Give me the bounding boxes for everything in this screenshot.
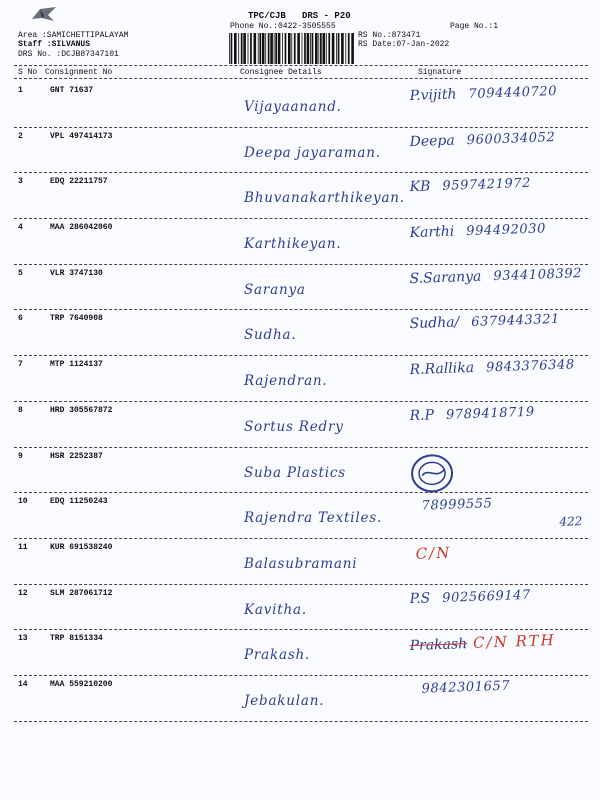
barcode-bar bbox=[336, 33, 337, 64]
barcode-bar bbox=[243, 33, 246, 64]
receiver-phone: 7094440720 bbox=[468, 83, 558, 103]
table-row bbox=[14, 356, 588, 402]
barcode-bar bbox=[285, 33, 287, 64]
table-row bbox=[14, 585, 588, 631]
area-label: Area :SAMICHETTIPALAYAM bbox=[18, 31, 129, 40]
serial-number: 10 bbox=[18, 497, 28, 507]
barcode-bar bbox=[294, 33, 296, 64]
receiver-phone-extra bbox=[410, 612, 588, 618]
receiver-phone: 9789418719 bbox=[445, 404, 535, 423]
signature: R.Rallika bbox=[409, 359, 475, 379]
consignment-number: SLM 287061712 bbox=[50, 588, 113, 598]
consignment-number: VLR 3747130 bbox=[50, 268, 103, 278]
barcode-bar bbox=[326, 33, 327, 64]
barcode-bar bbox=[241, 33, 243, 64]
receiver-phone-extra bbox=[410, 338, 588, 344]
consignment-number: EDQ 11250243 bbox=[50, 497, 108, 507]
consignee-name: Jebakulan. bbox=[244, 692, 325, 709]
serial-number: 9 bbox=[18, 451, 23, 461]
consignment-number: HSR 2252387 bbox=[50, 451, 103, 461]
barcode-bar bbox=[297, 33, 300, 64]
table-row bbox=[14, 493, 588, 539]
table-row bbox=[14, 219, 588, 265]
signature-area bbox=[409, 310, 588, 356]
serial-number: 5 bbox=[18, 268, 23, 278]
barcode-bar bbox=[312, 33, 314, 64]
signature-area bbox=[409, 82, 588, 128]
serial-number: 13 bbox=[18, 634, 28, 644]
receiver-phone: 9600334052 bbox=[466, 129, 556, 148]
signature-area bbox=[409, 676, 588, 722]
staff-label: Staff :SILVANUS bbox=[18, 40, 91, 49]
consignee-name: Balasubramani bbox=[244, 555, 358, 572]
table-row bbox=[14, 310, 588, 356]
consignee-name: Saranya bbox=[244, 281, 306, 298]
barcode-bar bbox=[323, 33, 326, 64]
signature-area bbox=[409, 219, 588, 265]
barcode-bar bbox=[341, 33, 344, 64]
column-header-consignee: Consignee Details bbox=[240, 68, 322, 77]
barcode-bar bbox=[265, 33, 266, 64]
barcode-bar bbox=[259, 33, 261, 64]
signature: Sudha/ bbox=[409, 314, 460, 333]
consignment-number: EDQ 22211757 bbox=[50, 177, 108, 187]
barcode-bar bbox=[332, 33, 335, 64]
column-header-signature: Signature bbox=[418, 68, 462, 77]
signature: S.Saranya bbox=[409, 268, 482, 287]
receiver-phone-extra bbox=[410, 384, 588, 390]
receiver-phone: 994492030 bbox=[465, 221, 547, 240]
signature-area bbox=[409, 402, 588, 448]
receiver-phone-extra bbox=[410, 703, 588, 709]
barcode-bar bbox=[345, 33, 346, 64]
column-header-consignment: Consignment No bbox=[45, 68, 113, 77]
receiver-phone-extra bbox=[410, 110, 588, 116]
document-title: TPC/CJB DRS - P20 bbox=[248, 11, 351, 21]
receiver-phone-extra bbox=[410, 568, 588, 574]
barcode-bar bbox=[258, 33, 259, 64]
barcode-bar bbox=[270, 33, 273, 64]
barcode-bar bbox=[250, 33, 252, 64]
signature: P.vijith bbox=[409, 86, 457, 105]
receiver-phone-extra bbox=[410, 659, 588, 665]
barcode-bar bbox=[268, 33, 270, 64]
column-header-sno: S No bbox=[18, 68, 38, 77]
barcode-bar bbox=[262, 33, 265, 64]
barcode-bar bbox=[275, 33, 277, 64]
barcode-bar bbox=[304, 33, 306, 64]
table-row bbox=[14, 128, 588, 174]
rs-number: RS No.:873471 bbox=[358, 31, 421, 40]
barcode-bar bbox=[302, 33, 303, 64]
barcode-bar bbox=[248, 33, 249, 64]
consignee-name: Vijayaanand. bbox=[244, 99, 342, 115]
receiver-phone-extra bbox=[410, 293, 588, 299]
serial-number: 2 bbox=[18, 131, 23, 141]
barcode-bar bbox=[338, 33, 340, 64]
barcode-bar bbox=[282, 33, 283, 64]
serial-number: 12 bbox=[18, 588, 28, 598]
table-row bbox=[14, 539, 588, 585]
barcode-bar bbox=[328, 33, 330, 64]
consignee-name: Sudha. bbox=[244, 327, 297, 344]
signature: Karthi bbox=[409, 223, 455, 242]
consignment-number: VPL 497414173 bbox=[50, 131, 113, 141]
consignee-name: Deepa jayaraman. bbox=[244, 144, 381, 161]
serial-number: 14 bbox=[18, 679, 28, 689]
receiver-phone: 9842301657 bbox=[421, 678, 511, 697]
signature-area bbox=[409, 447, 588, 493]
barcode-bar bbox=[348, 33, 350, 64]
signature-area bbox=[409, 630, 588, 676]
barcode-bar bbox=[318, 33, 319, 64]
signature-area bbox=[409, 265, 588, 311]
serial-number: 11 bbox=[18, 542, 28, 552]
consignment-number: TRP 8151334 bbox=[50, 634, 103, 644]
rs-date: RS Date:07-Jan-2022 bbox=[358, 40, 450, 49]
table-row bbox=[14, 82, 588, 128]
barcode-bar bbox=[278, 33, 281, 64]
consignment-number: MAA 286042060 bbox=[50, 223, 113, 233]
consignee-name: Kavitha. bbox=[244, 601, 307, 618]
consignment-number: HRD 305567872 bbox=[50, 405, 113, 415]
consignment-number: TRP 7640908 bbox=[50, 314, 103, 324]
receiver-phone: 78999555 bbox=[421, 496, 493, 514]
page-number: Page No.:1 bbox=[450, 22, 499, 31]
barcode-bar bbox=[307, 33, 310, 64]
consignment-number: KUR 691538240 bbox=[50, 542, 113, 552]
signature: P.S bbox=[409, 589, 431, 607]
receiver-phone-extra bbox=[410, 201, 588, 207]
serial-number: 1 bbox=[18, 86, 23, 95]
receiver-phone-extra bbox=[410, 430, 588, 436]
signature: Prakash bbox=[409, 636, 468, 655]
consignee-name: Rajendra Textiles. bbox=[244, 510, 383, 527]
barcode-bar bbox=[315, 33, 318, 64]
signature-area bbox=[409, 128, 588, 174]
header-divider bbox=[14, 65, 588, 66]
column-header-divider bbox=[14, 78, 588, 79]
receiver-phone: 9025669147 bbox=[441, 587, 532, 606]
receiver-phone-extra: 422 bbox=[559, 513, 583, 529]
barcode-bar bbox=[310, 33, 311, 64]
serial-number: 4 bbox=[18, 223, 23, 233]
table-row bbox=[14, 676, 588, 722]
delivery-note: C/N bbox=[415, 543, 452, 563]
consignee-name: Sortus Redry bbox=[244, 418, 344, 435]
signature-area bbox=[409, 584, 588, 630]
receiver-phone-extra bbox=[410, 247, 588, 253]
consignment-number: MTP 1124137 bbox=[50, 360, 103, 370]
barcode-bar bbox=[238, 33, 239, 64]
consignee-name: Suba Plastics bbox=[244, 464, 346, 481]
receiver-phone: 6379443321 bbox=[471, 312, 561, 331]
barcode-bar bbox=[291, 33, 292, 64]
barcode-bar bbox=[351, 33, 354, 64]
drs-number: DRS No. :DCJB87347101 bbox=[18, 50, 119, 59]
serial-number: 3 bbox=[18, 177, 23, 187]
delivery-table bbox=[14, 82, 588, 722]
signature-area bbox=[409, 356, 588, 402]
consignee-name: Karthikeyan. bbox=[244, 236, 342, 253]
barcode-bar bbox=[229, 33, 230, 64]
phone-number: Phone No.:0422-3505555 bbox=[230, 22, 336, 31]
delivery-note: C/N RTH bbox=[472, 631, 556, 653]
barcode-bar bbox=[320, 33, 322, 64]
consignee-name: Rajendran. bbox=[244, 373, 328, 390]
signature: KB bbox=[409, 178, 431, 196]
consignee-name: Bhuvanakarthikeyan. bbox=[244, 190, 405, 207]
serial-number: 6 bbox=[18, 314, 23, 324]
table-row bbox=[14, 448, 588, 494]
signature: R.P bbox=[409, 407, 435, 424]
receiver-phone-extra bbox=[410, 156, 588, 162]
consignee-name: Prakash. bbox=[244, 647, 311, 664]
signature-area bbox=[409, 493, 588, 539]
serial-number: 7 bbox=[18, 360, 23, 370]
consignment-number: GNT 71637 bbox=[50, 86, 94, 95]
barcode-bar bbox=[274, 33, 275, 64]
receiver-phone: 9843376348 bbox=[485, 357, 576, 376]
barcode-bar bbox=[254, 33, 257, 64]
signature-area bbox=[409, 539, 588, 585]
signature-area bbox=[409, 173, 588, 219]
logo-icon bbox=[30, 5, 58, 25]
receiver-phone: 9597421972 bbox=[442, 176, 532, 195]
barcode-bar bbox=[288, 33, 291, 64]
table-row bbox=[14, 265, 588, 311]
table-row bbox=[14, 402, 588, 448]
stamp-icon bbox=[409, 452, 454, 494]
receiver-phone: 9344108392 bbox=[493, 265, 583, 284]
barcode bbox=[228, 33, 356, 64]
signature: Deepa bbox=[409, 132, 455, 150]
serial-number: 8 bbox=[18, 405, 23, 415]
barcode-bar bbox=[234, 33, 237, 64]
table-row bbox=[14, 630, 588, 676]
table-row bbox=[14, 173, 588, 219]
barcode-bar bbox=[231, 33, 233, 64]
consignment-number: MAA 559210200 bbox=[50, 679, 113, 689]
